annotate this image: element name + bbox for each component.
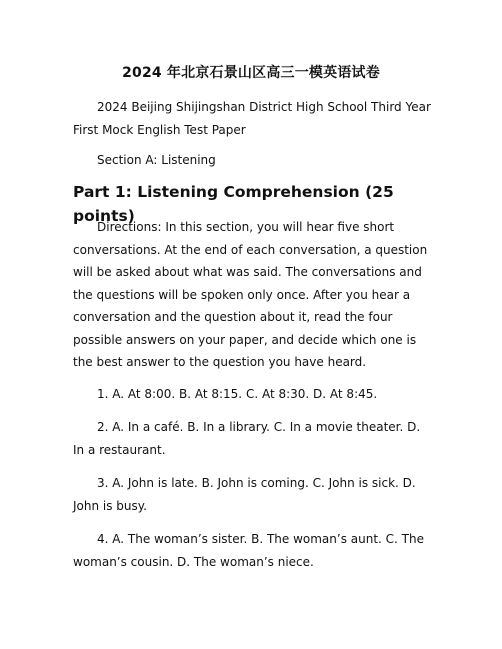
question-item: 1. A. At 8:00. B. At 8:15. C. At 8:30. D. At 8:45. bbox=[97, 387, 378, 401]
question-item: 4. A. The woman’s sister. B. The woman’s aunt. C. The woman’s cousin. D. The woman’s niece. bbox=[73, 532, 424, 569]
part-heading: Part 1: Listening Comprehension (25 points) bbox=[73, 183, 394, 225]
question-item: 2. A. In a café. B. In a library. C. In a movie theater. D. In a restaurant. bbox=[73, 420, 421, 457]
section-label: Section A: Listening bbox=[97, 153, 216, 167]
document-subtitle: 2024 Beijing Shijingshan District High School Third Year First Mock English Test Paper bbox=[73, 100, 431, 137]
directions-paragraph: Directions: In this section, you will hear five short conversations. At the end of each conversation, a question will be asked about what was said. The conversations and the questions will be spoken only once. After you hear a conversation and the question about it, read the four possible answers on your paper, and decide which one is the best answer to the question you have heard. bbox=[73, 220, 428, 369]
question-item: 3. A. John is late. B. John is coming. C. John is sick. D. John is busy. bbox=[73, 476, 416, 513]
document-title: 2024 年北京石景山区高三一模英语试卷 bbox=[122, 65, 380, 81]
